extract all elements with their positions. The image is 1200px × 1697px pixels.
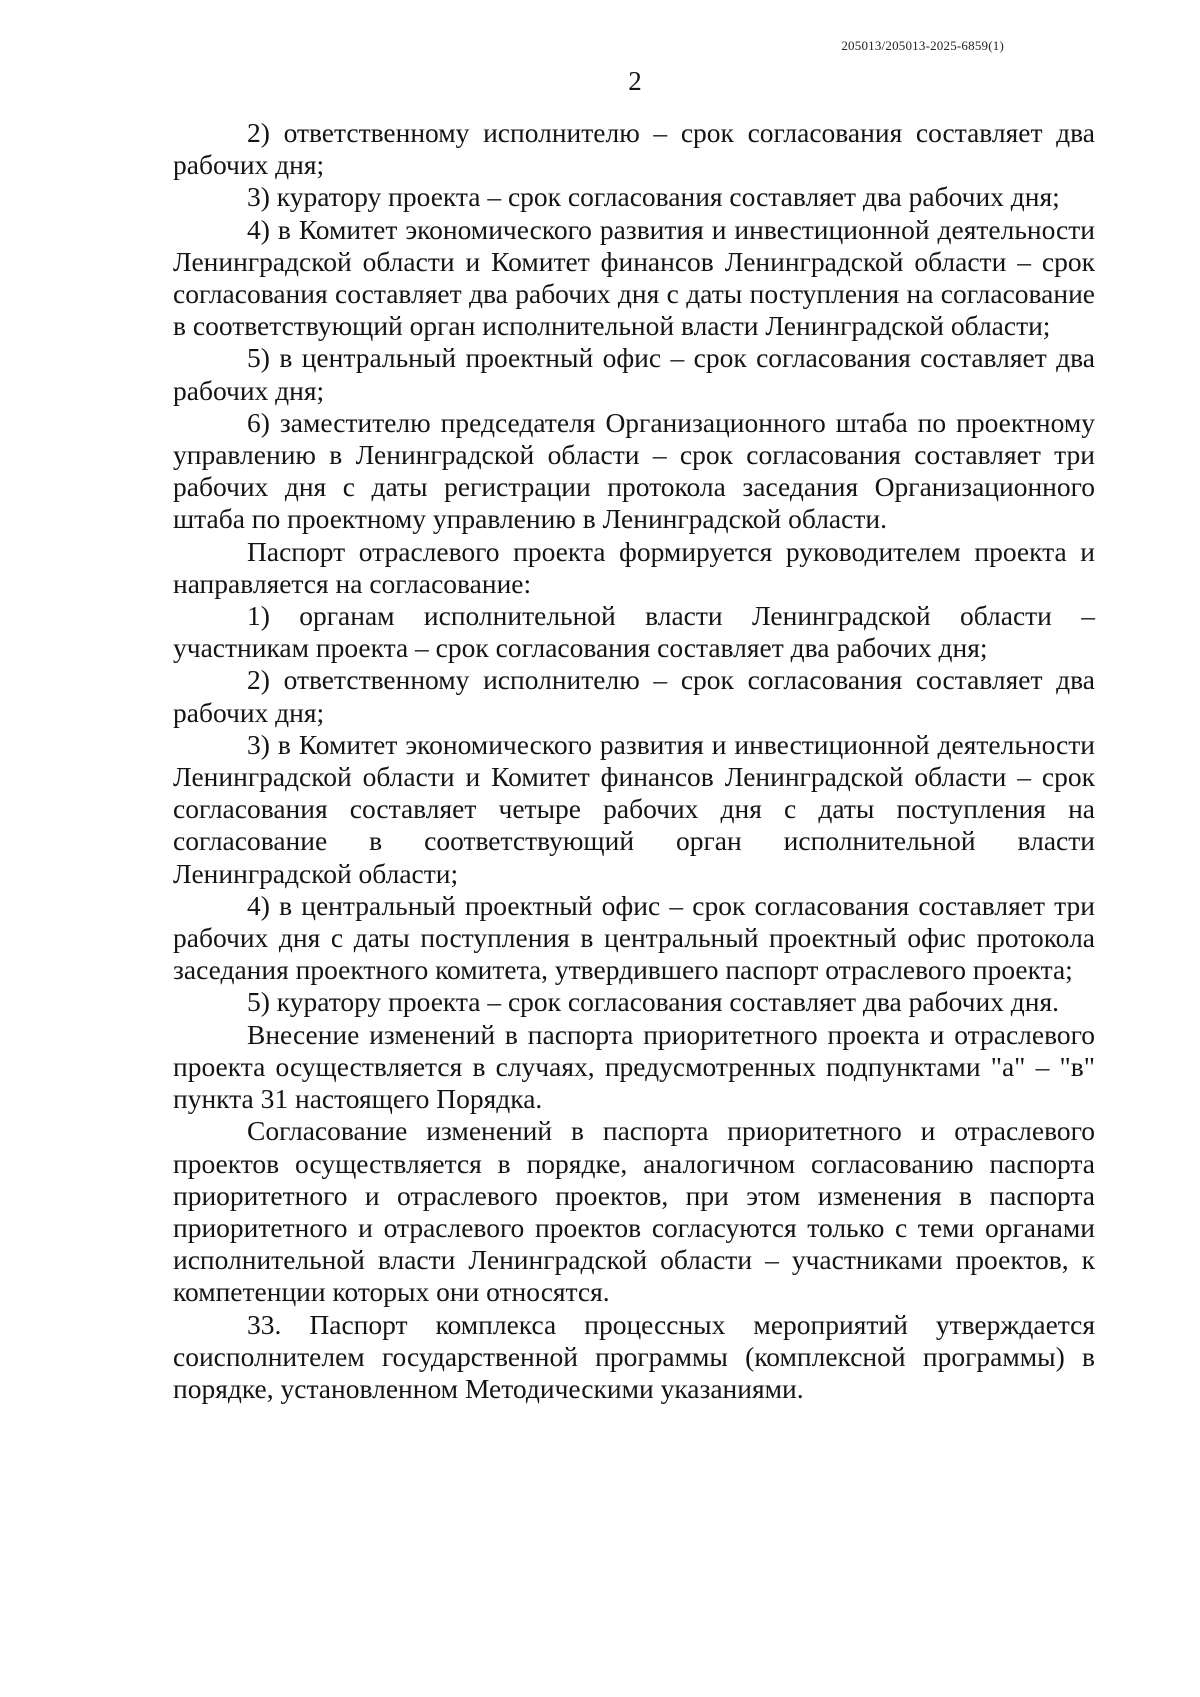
paragraph: Внесение изменений в паспорта приоритетного проекта и отраслевого проекта осуществляется в случаях, предусмотренных подпунктами "а" – "в" пункта 31 настоящего Порядка. [173, 1018, 1095, 1115]
paragraph: 3) куратору проекта – срок согласования составляет два рабочих дня; [247, 181, 1060, 213]
paragraph: 4) в центральный проектный офис – срок согласования составляет три рабочих дня с даты поступления в центральный проектный офис протокола заседания проектного комитета, утвердившего паспорт отраслевого проекта; [173, 889, 1095, 986]
page-number: 2 [628, 66, 642, 96]
paragraph: 1) органам исполнительной власти Ленинградской области – участникам проекта – срок согласования составляет два рабочих дня; [173, 600, 1095, 664]
paragraph: 5) в центральный проектный офис – срок согласования составляет два рабочих дня; [173, 342, 1095, 406]
paragraph: Паспорт отраслевого проекта формируется руководителем проекта и направляется на согласование: [173, 535, 1095, 599]
paragraph: 3) в Комитет экономического развития и инвестиционной деятельности Ленинградской области и Комитет финансов Ленинградской области – срок согласования составляет четыре рабочих дня с даты поступления на согласование в соответствующий орган исполнительной власти Ленинградской области; [173, 728, 1095, 889]
document-body [173, 117, 1095, 1405]
paragraph: 5) куратору проекта – срок согласования составляет два рабочих дня. [247, 986, 1060, 1018]
paragraph: 4) в Комитет экономического развития и инвестиционной деятельности Ленинградской области и Комитет финансов Ленинградской области – срок согласования составляет два рабочих дня с даты поступления на согласование в соответствующий орган исполнительной власти Ленинградской области; [173, 213, 1095, 342]
paragraph: 33. Паспорт комплекса процессных мероприятий утверждается соисполнителем государственной программы (комплексной программы) в порядке, установленном Методическими указаниями. [173, 1308, 1095, 1404]
paragraph: Согласование изменений в паспорта приоритетного и отраслевого проектов осуществляется в порядке, аналогичном согласованию паспорта приоритетного и отраслевого проектов, при этом изменения в паспорта приоритетного и отраслевого проектов согласуются только с теми органами исполнительной власти Ленинградской области – участниками проектов, к компетенции которых они относятся. [173, 1115, 1095, 1308]
paragraph: 2) ответственному исполнителю – срок согласования составляет два рабочих дня; [173, 117, 1095, 181]
paragraph: 6) заместителю председателя Организационного штаба по проектному управлению в Ленинградской области – срок согласования составляет три рабочих дня с даты регистрации протокола заседания Организационного штаба по проектному управлению в Ленинградской области. [173, 406, 1095, 535]
document-id: 205013/205013-2025-6859(1) [841, 38, 1004, 53]
paragraph: 2) ответственному исполнителю – срок согласования составляет два рабочих дня; [173, 664, 1095, 728]
